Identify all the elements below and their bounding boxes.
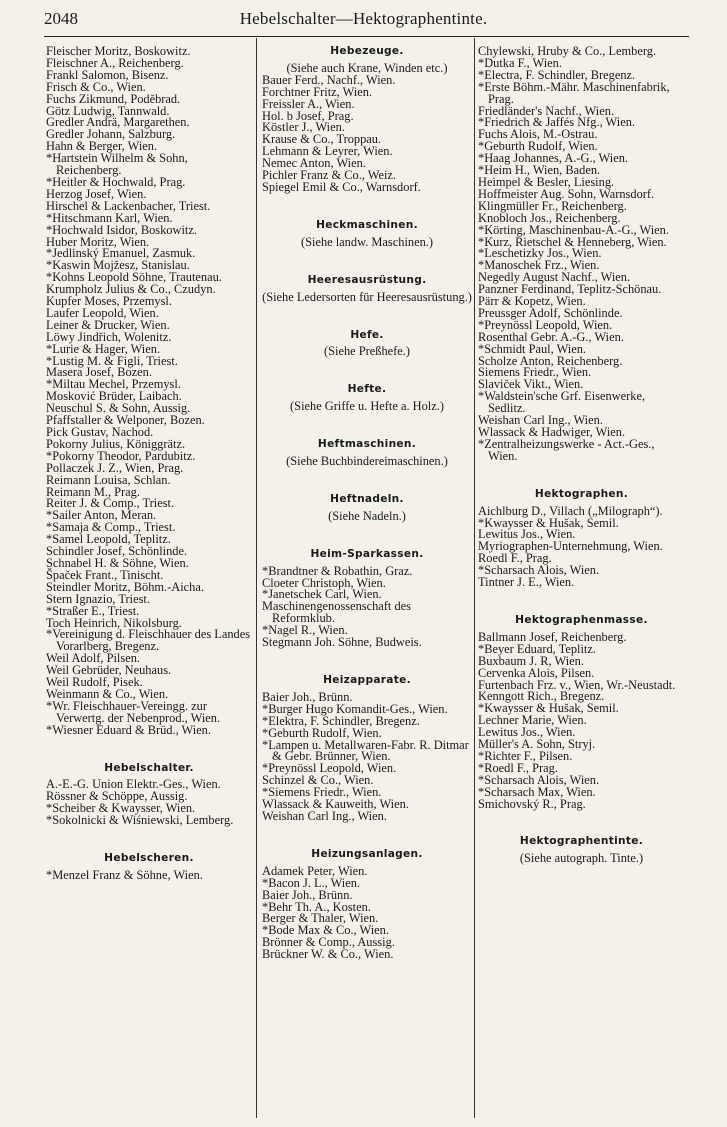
directory-entry: *Scheiber & Kwaysser, Wien. <box>46 801 196 816</box>
directory-entry: Špaček Frant., Tinischt. <box>46 567 164 582</box>
cross-reference: (Siehe Ledersorten für Heeresausrüstung.) <box>262 289 472 304</box>
directory-entry: Myriographen-Unternehmung, Wien. <box>478 539 663 554</box>
directory-entry: *Hitschmann Karl, Wien. <box>46 210 173 225</box>
directory-entry: Maschinengenossenschaft des Reformklub. <box>262 599 411 626</box>
directory-entry: Laufer Leopold, Wien. <box>46 305 159 320</box>
directory-entry: Neuschul S. & Sohn, Aussig. <box>46 401 191 416</box>
section-heading: Heeresausrüstung. <box>307 273 427 286</box>
directory-entry: Gredler Andrä, Margarethen. <box>46 115 190 130</box>
directory-entry: Weishan Carl Ing., Wien. <box>478 413 603 428</box>
directory-entry: *Kurz, Rietschel & Henneberg, Wien. <box>478 234 667 249</box>
directory-entry: Brönner & Comp., Aussig. <box>262 935 395 950</box>
directory-entry: *Wr. Fleischhauer-Vereingg. zur Verwertg. der Nebenprod., Wien. <box>46 698 221 725</box>
directory-entry: Negedly August Nachf., Wien. <box>478 270 631 285</box>
directory-entry: *Beyer Eduard, Teplitz. <box>478 641 596 656</box>
page-number: 2048 <box>44 9 78 28</box>
directory-entry: Nemec Anton, Wien. <box>262 156 366 171</box>
directory-entry: *Dutka F., Wien. <box>478 55 562 70</box>
directory-entry: Fuchs Zikmund, Poděbrad. <box>46 91 181 106</box>
directory-entry: Lewitus Jos., Wien. <box>478 527 576 542</box>
directory-entry: Aichlburg D., Villach („Milograph“). <box>478 503 663 518</box>
directory-entry: Pärr & Kopetz, Wien. <box>478 294 586 309</box>
directory-entry: Steindler Moritz, Böhm.-Aicha. <box>46 579 204 594</box>
directory-entry: Tintner J. E., Wien. <box>478 575 575 590</box>
directory-entry: Krause & Co., Troppau. <box>262 132 382 147</box>
directory-entry: Kupfer Moses, Przemysl. <box>46 294 172 309</box>
directory-entry: Stegmann Joh. Söhne, Budweis. <box>262 635 422 650</box>
section-heading: Heckmaschinen. <box>316 218 418 231</box>
directory-entry: Smichovský R., Prag. <box>478 796 586 811</box>
directory-entry: Leiner & Drucker, Wien. <box>46 317 170 332</box>
directory-entry: Schindler Josef, Schönlinde. <box>46 544 188 559</box>
running-head: Hebelschalter—Hektographentinte. <box>239 9 488 28</box>
header-rule <box>44 36 689 37</box>
directory-entry: Lehmann & Leyrer, Wien. <box>262 144 393 159</box>
directory-entry: *Lampen u. Metallwaren-Fabr. R. Ditmar & Gebr. Brünner, Wien. <box>262 737 469 764</box>
directory-entry: *Janetschek Carl, Wien. <box>262 587 382 602</box>
directory-entry: Huber Moritz, Wien. <box>46 234 150 249</box>
directory-entry: *Kwaysser & Hušak, Semil. <box>478 701 619 716</box>
directory-entry: *Hochwald Isidor, Boskowitz. <box>46 222 197 237</box>
directory-entry: *Heim H., Wien, Baden. <box>478 163 601 178</box>
directory-entry: Masera Josef, Bozen. <box>46 365 152 380</box>
directory-entry: *Jedlinský Emanuel, Zasmuk. <box>46 246 196 261</box>
section-heading: Heizungsanlagen. <box>311 847 423 860</box>
directory-entry: Brückner W. & Co., Wien. <box>262 947 394 962</box>
section-heading: Hektographenmasse. <box>515 613 648 626</box>
directory-entry: *Zentralheizungswerke - Act.-Ges., Wien. <box>478 436 655 463</box>
directory-entry: *Brandtner & Robathin, Graz. <box>262 563 413 578</box>
directory-entry: Kenngott Rich., Bregenz. <box>478 689 605 704</box>
directory-entry: *Sailer Anton, Meran. <box>46 508 157 523</box>
directory-entry: *Sokolnicki & Wiśniewski, Lemberg. <box>46 813 234 828</box>
directory-entry: Knobloch Jos., Reichenberg. <box>478 210 621 225</box>
directory-entry: *Samaja & Comp., Triest. <box>46 520 176 535</box>
section-heading: Heftmaschinen. <box>317 438 417 451</box>
directory-entry: *Lustig M. & Figli, Triest. <box>46 353 178 368</box>
directory-entry: *Burger Hugo Komandit-Ges., Wien. <box>262 701 448 716</box>
cross-reference: (Siehe autograph. Tinte.) <box>519 851 644 866</box>
directory-entry: *Roedl F., Prag. <box>478 760 558 775</box>
section-heading: Hebelschalter. <box>104 761 194 774</box>
directory-entry: *Electra, F. Schindler, Bregenz. <box>478 67 636 82</box>
directory-entry: Ballmann Josef, Reichenberg. <box>478 629 627 644</box>
directory-entry: Stern Ignazio, Triest. <box>46 591 150 606</box>
directory-entry: Roedl F., Prag. <box>478 551 552 566</box>
directory-entry: Herzog Josef, Wien. <box>46 186 147 201</box>
directory-entry: Rössner & Schöppe, Aussig. <box>46 789 188 804</box>
directory-entry: *Preynössl Leopold, Wien. <box>262 761 397 776</box>
directory-entry: *Miltau Mechel, Przemysl. <box>46 377 181 392</box>
directory-entry: *Straßer E., Triest. <box>46 603 140 618</box>
section-heading: Hektographentinte. <box>519 835 644 848</box>
directory-entry: Lechner Marie, Wien. <box>478 713 587 728</box>
directory-entry: Hol. b Josef, Prag. <box>262 108 354 123</box>
directory-entry: *Bacon J. L., Wien. <box>262 875 361 890</box>
directory-entry: Baier Joh., Brünn. <box>262 887 353 902</box>
directory-entry: Weinmann & Co., Wien. <box>46 686 169 701</box>
directory-entry: *Kohns Leopold Söhne, Trautenau. <box>46 270 222 285</box>
directory-entry: Forchtner Fritz, Wien. <box>262 84 373 99</box>
directory-entry: Rosenthal Gebr. A.-G., Wien. <box>478 329 624 344</box>
directory-entry: *Hartstein Wilhelm & Sohn, Reichenberg. <box>46 151 188 178</box>
directory-entry: *Schmidt Paul, Wien. <box>478 341 587 356</box>
directory-entry: Pollaczek J. Z., Wien, Prag. <box>46 460 184 475</box>
directory-entry: Hirschel & Lackenbacher, Triest. <box>46 198 211 213</box>
directory-entry: Pick Gustav, Nachod. <box>46 425 154 439</box>
directory-entry: Furtenbach Frz. v., Wien, Wr.-Neustadt. <box>478 677 676 692</box>
directory-entry: *Waldstein'sche Grf. Eisenwerke, Sedlitz. <box>478 389 646 416</box>
directory-entry: *Vereinigung d. Fleischhauer des Landes Vorarlberg, Bregenz. <box>46 627 251 654</box>
directory-entry: Fleischer Moritz, Boskowitz. <box>46 44 191 58</box>
directory-entry: Weishan Carl Ing., Wien. <box>262 808 387 823</box>
directory-entry: Frisch & Co., Wien. <box>46 79 146 94</box>
directory-entry: *Menzel Franz & Söhne, Wien. <box>46 868 203 882</box>
directory-entry: Mosković Brüder, Laibach. <box>46 389 182 404</box>
section-heading: Heizapparate. <box>323 674 411 686</box>
directory-entry: Buxbaum J. R, Wien. <box>478 653 584 668</box>
directory-entry: Fleischner A., Reichenberg. <box>46 55 184 70</box>
cross-reference: (Siehe Preßhefe.) <box>323 344 410 359</box>
directory-entry: Weil Gebrüder, Neuhaus. <box>46 663 172 678</box>
directory-entry: Schnabel H. & Söhne, Wien. <box>46 555 189 570</box>
cross-reference: (Siehe Nadeln.) <box>328 508 406 523</box>
directory-entry: *Friedrich & Jaffés Nfg., Wien. <box>478 115 635 130</box>
directory-entry: Reimann M., Prag. <box>46 484 140 499</box>
directory-entry: *Preynössl Leopold, Wien. <box>478 317 613 332</box>
cross-reference: (Siehe Griffe u. Hefte a. Holz.) <box>290 399 444 414</box>
directory-entry: *Behr Th. A., Kosten. <box>262 899 371 914</box>
directory-entry: Krumpholz Julius & Co., Czudyn. <box>46 282 216 297</box>
directory-entry: Lewitus Jos., Wien. <box>478 725 576 740</box>
directory-entry: *Scharsach Alois, Wien. <box>478 772 600 787</box>
column-divider <box>474 38 475 1118</box>
directory-entry: *Leschetizky Jos., Wien. <box>478 246 602 261</box>
directory-entry: *Nagel R., Wien. <box>262 623 348 638</box>
directory-entry: *Scharsach Max, Wien. <box>478 784 596 799</box>
directory-entry: Reiter J. & Comp., Triest. <box>46 496 175 511</box>
directory-entry: Heimpel & Besler, Liesing. <box>478 174 615 189</box>
section-heading: Hebelscheren. <box>104 852 194 865</box>
directory-entry: Adamek Peter, Wien. <box>262 863 368 878</box>
directory-entry: Freissler A., Wien. <box>262 96 355 111</box>
directory-entry: Cervenka Alois, Pilsen. <box>478 665 595 680</box>
directory-entry: *Siemens Friedr., Wien. <box>262 785 382 800</box>
directory-entry: Preussger Adolf, Schönlinde. <box>478 305 623 320</box>
cross-reference: (Siehe landw. Maschinen.) <box>300 234 433 249</box>
directory-entry: Cloeter Christoph, Wien. <box>262 575 386 590</box>
directory-entry: Berger & Thaler, Wien. <box>262 911 379 926</box>
directory-entry: *Lurie & Hager, Wien. <box>46 341 161 356</box>
directory-entry: *Wiesner Eduard & Brüd., Wien. <box>46 722 211 737</box>
directory-entry: Frankl Salomon, Bisenz. <box>46 67 169 82</box>
directory-entry: Panzner Ferdinand, Teplitz-Schönau. <box>478 282 662 297</box>
directory-entry: Spiegel Emil & Co., Warnsdorf. <box>262 179 421 194</box>
directory-entry: *Richter F., Pilsen. <box>478 748 573 763</box>
cross-reference: (Siehe Buchbindereimaschinen.) <box>286 454 448 469</box>
cross-reference: (Siehe auch Krane, Winden etc.) <box>286 60 448 75</box>
directory-entry: *Geburth Rudolf, Wien. <box>262 725 382 740</box>
directory-entry: Baier Joh., Brünn. <box>262 689 353 704</box>
directory-entry: Köstler J., Wien. <box>262 120 345 135</box>
section-heading: Hektographen. <box>534 487 629 500</box>
directory-entry: Bauer Ferd., Nachf., Wien. <box>262 72 396 87</box>
directory-entry: *Körting, Maschinenbau-A.-G., Wien. <box>478 222 669 237</box>
directory-entry: Chylewski, Hruby & Co., Lemberg. <box>478 44 657 58</box>
directory-entry: *Geburth Rudolf, Wien. <box>478 139 598 154</box>
directory-entry: *Manoschek Frz., Wien. <box>478 258 600 273</box>
directory-entry: Klingmüller Fr., Reichenberg. <box>478 198 627 213</box>
directory-entry: Weil Adolf, Pilsen. <box>46 651 140 666</box>
directory-entry: Gredler Johann, Salzburg. <box>46 127 176 142</box>
directory-entry: *Haag Johannes, A.-G., Wien. <box>478 151 628 166</box>
directory-entry: Siemens Friedr., Wien. <box>478 365 592 380</box>
directory-entry: Weil Rudolf, Pisek. <box>46 675 143 690</box>
directory-entry: Schinzel & Co., Wien. <box>262 773 374 788</box>
directory-entry: Fuchs Alois, M.-Ostrau. <box>478 127 598 142</box>
directory-entry: Hoffmeister Aug. Sohn, Warnsdorf. <box>478 186 655 201</box>
directory-entry: Pokorny Julius, Königgrätz. <box>46 436 186 451</box>
directory-entry: Scholze Anton, Reichenberg. <box>478 353 623 368</box>
directory-entry: Slaviček Vikt., Wien. <box>478 377 584 392</box>
directory-entry: Pichler Franz & Co., Weiz. <box>262 168 397 183</box>
directory-entry: *Heitler & Hochwald, Prag. <box>46 174 186 189</box>
column-1 <box>46 46 252 882</box>
directory-entry: Toch Heinrich, Nikolsburg. <box>46 615 182 630</box>
directory-entry: Wlassack & Hadwiger, Wien. <box>478 425 626 439</box>
directory-entry: *Samel Leopold, Teplitz. <box>46 532 171 547</box>
directory-entry: *Erste Böhm.-Mähr. Maschinenfabrik, Prag. <box>478 79 670 106</box>
column-2 <box>262 46 472 961</box>
directory-entry: Götz Ludwig, Tannwald. <box>46 103 170 118</box>
directory-entry: A.-E.-G. Union Elektr.-Ges., Wien. <box>46 777 221 792</box>
directory-entry: *Elektra, F. Schindler, Bregenz. <box>262 713 420 728</box>
directory-entry: Löwy Jindřich, Wolenitz. <box>46 329 172 344</box>
directory-entry: *Kwaysser & Hušak, Semil. <box>478 515 619 530</box>
section-heading: Heftnadeln. <box>330 492 404 505</box>
column-divider <box>256 38 257 1118</box>
section-heading: Heim-Sparkassen. <box>310 547 424 560</box>
directory-entry: Friedländer's Nachf., Wien. <box>478 103 615 118</box>
section-heading: Hebezeuge. <box>330 45 404 57</box>
directory-entry: *Kaswin Mojžesz, Stanislau. <box>46 258 190 273</box>
section-heading: Hefte. <box>347 383 387 396</box>
directory-entry: *Bode Max & Co., Wien. <box>262 923 389 938</box>
directory-entry: Müller's A. Sohn, Stryj. <box>478 737 596 752</box>
directory-entry: Reimann Louisa, Schlan. <box>46 472 171 487</box>
directory-entry: Wlassack & Kauweith, Wien. <box>262 797 409 812</box>
directory-entry: *Pokorny Theodor, Pardubitz. <box>46 448 196 463</box>
directory-entry: Pfaffstaller & Welponer, Bozen. <box>46 413 205 428</box>
section-heading: Hefe. <box>350 328 384 341</box>
directory-entry: Hahn & Berger, Wien. <box>46 139 158 154</box>
directory-entry: *Scharsach Alois, Wien. <box>478 563 600 578</box>
column-3 <box>478 46 685 865</box>
